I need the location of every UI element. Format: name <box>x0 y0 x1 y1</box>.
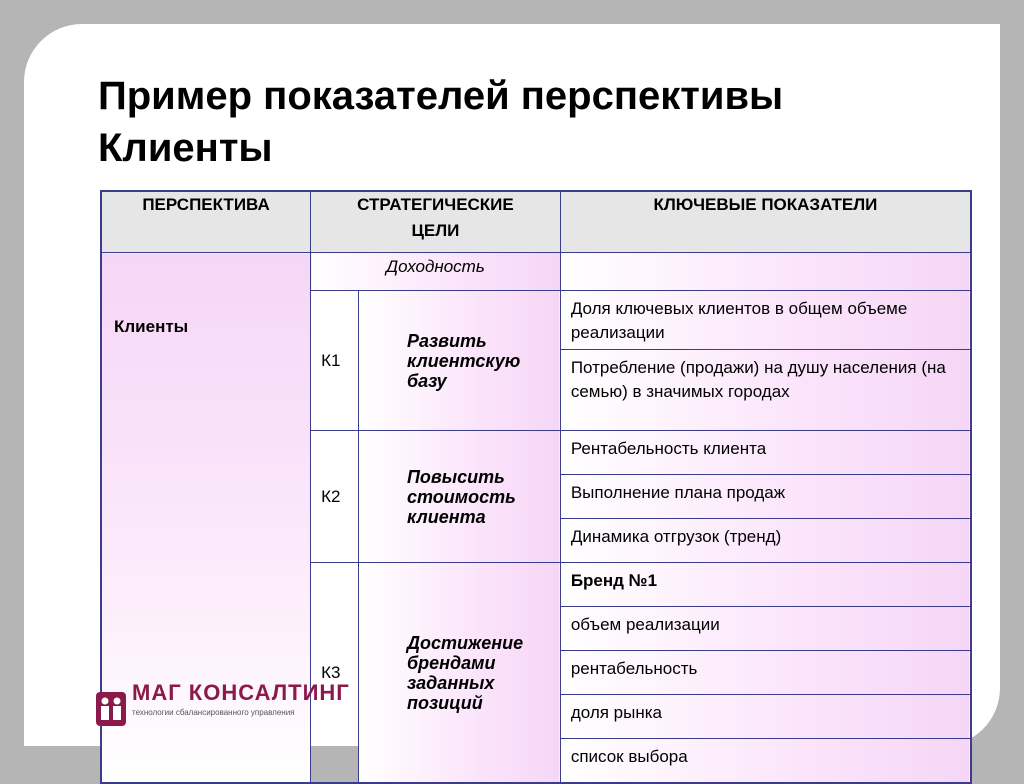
kpi-cell <box>560 291 971 350</box>
goal-profitability: Доходность <box>311 253 561 291</box>
kpi-cell: объем реализации <box>560 607 971 651</box>
header-perspective: ПЕРСПЕКТИВА <box>101 191 311 253</box>
company-logo <box>96 680 350 728</box>
logo-name: МАГ КОНСАЛТИНГ <box>132 680 350 705</box>
goal-k3: Достижение брендами заданных позиций <box>358 563 560 784</box>
goal-k1: Развить клиентскую базу <box>358 291 560 431</box>
kpi-text: Потребление (продажи) на душу населения (на семью) в значимых городах <box>570 358 946 401</box>
kpi-cell: список выбора <box>560 739 971 784</box>
goal-code-k2: К2 <box>311 431 359 563</box>
kpi-cell: Бренд №1 <box>560 563 971 607</box>
kpi-cell <box>560 350 971 431</box>
table-row <box>101 253 971 291</box>
kpi-cell: рентабельность <box>560 651 971 695</box>
kpi-cell: доля рынка <box>560 695 971 739</box>
header-strategic-goals <box>311 191 561 253</box>
header-key-indicators: КЛЮЧЕВЫЕ ПОКАЗАТЕЛИ <box>560 191 971 253</box>
title-line-2: Клиенты <box>98 126 273 170</box>
perspective-cell: Клиенты <box>101 253 311 784</box>
kpi-text: Доля ключевых клиентов в общем объеме реализации <box>570 299 908 342</box>
goal-k2: Повысить стоимость клиента <box>358 431 560 563</box>
logo-tagline: технологии сбалансированного управления <box>132 708 295 717</box>
logo-text <box>132 682 350 718</box>
table-header-row <box>101 191 971 253</box>
header-strategic-goals-text: СТРАТЕГИЧЕСКИЕ ЦЕЛИ <box>357 195 514 240</box>
logo-mark-icon <box>96 692 126 726</box>
title-line-1: Пример показателей перспективы <box>98 74 784 118</box>
kpi-cell: Выполнение плана продаж <box>560 475 971 519</box>
kpi-cell: Рентабельность клиента <box>560 431 971 475</box>
page-title <box>98 70 783 174</box>
kpi-cell: Динамика отгрузок (тренд) <box>560 519 971 563</box>
empty-kpi-cell <box>560 253 971 291</box>
goal-code-k3: К3 <box>311 563 359 784</box>
goal-code-k1: К1 <box>311 291 359 431</box>
